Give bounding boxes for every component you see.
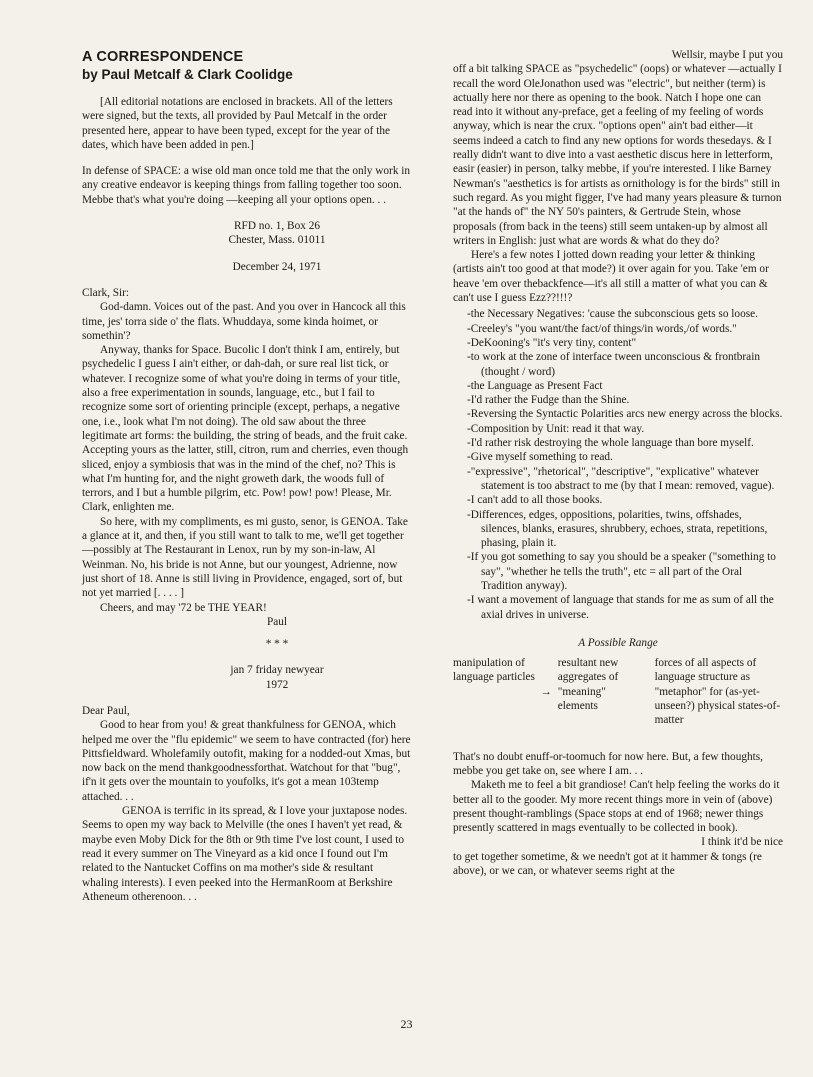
list-item: -I'd rather the Fudge than the Shine. [467, 394, 630, 407]
list-item: -"expressive", "rhetorical", "descriptive", "explicative" whatever statement is too abstract to me (by that I mean: removed, vague). [467, 465, 775, 492]
letter1-paragraph: Anyway, thanks for Space. Bucolic I don't think I am, entirely, but psychedelic I guess I ain't either, or dah-dah, or sure real list tick, or whatever. I recognize some of what you're doing in terms of your title, also a free experimentation in sounds, language, etc., but I fail to recognize some sort of orienting principle (except, perhaps, a negative one, i.e., look what I'm not doing). The old saw about the three legitimate art forms: the building, the string of beads, and the fruit cake. Accepting yours as the latter, still, citron, rum and cherries, even though sliced, enjoy a symbiosis that was in the mind of the chef, no? This is what I'm hunting for, and the night groweth dark, the woods full of terrors, and I but a humble pilgrim, etc. Pow! pow! pow! Please, Mr. Clark, enlighten me. [82, 344, 409, 514]
range-col-2: resultant new aggregates of "meaning" elements [557, 657, 619, 713]
letter2-paragraph-opening: I think it'd be nice [701, 836, 783, 849]
list-item: -Composition by Unit: read it that way. [467, 422, 645, 435]
range-title: A Possible Range [578, 636, 658, 649]
letter2-paragraph-opening: Wellsir, maybe I put you [671, 49, 783, 61]
letter2-date-line2: 1972 [265, 678, 289, 691]
list-item: -to work at the zone of interface tween unconscious & frontbrain (thought / word) [467, 351, 760, 378]
letter2-paragraph: Here's a few notes I jotted down reading your letter & thinking (artists ain't too good at that mode?) it over again for you. Take 'em or heave 'em over thebackfence—it's all still a matter of what you can & can't use I guess Ezz??!!!? [453, 249, 769, 305]
arrow-icon: → [540, 685, 552, 698]
range-diagram [453, 656, 783, 727]
list-item: -the Language as Present Fact [467, 379, 603, 392]
letter1-address-line2: Chester, Mass. 01011 [228, 234, 326, 247]
letter1-closing: Cheers, and may '72 be THE YEAR! [100, 601, 267, 614]
letter1-address-line1: RFD no. 1, Box 26 [234, 220, 320, 233]
list-item: -DeKooning's "it's very tiny, content" [467, 336, 637, 349]
article-byline: by Paul Metcalf & Clark Coolidge [82, 67, 293, 82]
section-separator: * * * [265, 638, 289, 651]
notes-list [467, 307, 783, 622]
page-number: 23 [400, 1017, 413, 1031]
letter2-paragraph: Maketh me to feel a bit grandiose! Can't help feeling the works do it better all to the gooder. My more recent things more in vein of (above) present thought-ramblings (Space stops at end of 1968; newer things presently scattered in mags eventually to be collected in book). [453, 779, 780, 835]
range-col-1-text: manipulation of language particles [453, 657, 535, 684]
letter2-paragraph: off a bit talking SPACE as "psychedelic" (oops) or whatever —actually I recall the word OleJonathon used was "electric", but neither (term) is actually here nor there as opening to the book. Natch I hope one can read into it without any-preface, get a feeling of my feeling of words anyway, which is near the crux. "options open" ain't bad either—it seems indeed a catch to find any new options for words thesedays. & I really didn't want to dive into a vast aesthetic discus here in letterform, easir (easier) in person, talky mebbe, if you're interested. I like Barney Newman's "aesthetics is for artists as ornithology is for the birds" still in such regard. As you might figger, I've had many years pleasure & turnon "at the hands of" the NY 50's painters, & Gertrude Stein, whose proposals (from back in the teens) still seem untaken-up by almost all writers in English: just what are words & what do they do? [453, 63, 782, 247]
range-col-1 [453, 656, 552, 727]
letter2-date-line1: jan 7 friday newyear [230, 664, 324, 677]
article-title: A CORRESPONDENCE [82, 49, 244, 65]
letter2-paragraph: That's no doubt enuff-or-toomuch for now here. But, a few thoughts, mebbe you get take on, see where I am. . . [453, 750, 764, 777]
left-column [82, 48, 412, 904]
range-col-3: forces of all aspects of language structure as "metaphor" for (as-yet-unseen?) physical states-of-matter [654, 657, 781, 727]
list-item: -the Necessary Negatives: 'cause the subconscious gets so loose. [467, 308, 758, 321]
letter2-paragraph: to get together sometime, & we needn't got at it hammer & tongs (re above), or we can, or whatever seems right at the [453, 850, 762, 878]
letter2-paragraph: GENOA is terrific in its spread, & I love your juxtapose nodes. Seems to open my way back to Melville (the ones I haven't yet read, & maybe even Moby Dick for the 8th or 9th time I've lost count, I used to read it every summer on The Vineyard as a kid once I found out I'm related to the Nantucket Coffins on ma mother's side & resultant whaling interests). I even peeked into the HermanRoom at Berkshire Atheneum otherenoon. . . [82, 805, 408, 903]
epigraph: In defense of SPACE: a wise old man once told me that the only work in any creative endeavor is keeping things from falling together too soon. Mebbe that's what you're doing —keeping all your options open. . . [82, 165, 411, 206]
letter2-paragraph: Good to hear from you! & great thankfulness for GENOA, which helped me over the "flu epidemic" we seem to have contracted (for) here Pittsfieldward. Wholefamily outofit, making for a nodded-out Xmas, but now back on the mend thankgoodnessforthat. Watchout for that "bug", if'n it gets over the mountain to youfolks, it's got a mean 103temp attached. . . [82, 719, 411, 803]
letter1-signature: Paul [266, 615, 288, 628]
letter1-salutation: Clark, Sir: [82, 286, 130, 299]
list-item: -If you got something to say you should be a speaker ("something to say", "whether he tells the truth", etc = all part of the Oral Tradition anyway). [467, 551, 776, 592]
list-item: -I can't add to all those books. [467, 494, 603, 507]
letter2-salutation: Dear Paul, [82, 704, 130, 717]
letter1-date: December 24, 1971 [232, 260, 322, 273]
letter1-paragraph: So here, with my compliments, es mi gusto, senor, is GENOA. Take a glance at it, and then, if you still want to talk to me, we'll get together—possibly at The Restaurant in Lenox, run by my son-in-law, Al Weinman. No, his bride is not Anne, but our youngest, Adrienne, now just short of 18. Anne is still living in Providence, engaged, sort of, but not yet married [. . . . ] [82, 515, 408, 600]
list-item: -Creeley's "you want/the fact/of things/in words,/of words." [467, 322, 737, 335]
letter1-paragraph: God-damn. Voices out of the past. And you over in Hancock all this time, jes' torra side o' the flats. Whuddaya, some kinda hoimet, or somethin'? [82, 301, 406, 342]
editorial-note: [All editorial notations are enclosed in brackets. All of the letters were signed, but the texts, all provided by Paul Metcalf in the order presented here, appear to have been typed, except for the year of the dates, which have been added in pen.] [82, 96, 393, 151]
list-item: -Differences, edges, oppositions, polarities, twins, offshades, silences, blanks, erasures, shrubbery, echoes, strata, repetitions, phasing, plain it. [467, 508, 768, 550]
list-item: -Reversing the Syntactic Polarities arcs new energy across the blocks. [467, 408, 783, 421]
right-column [453, 48, 783, 878]
list-item: -I'd rather risk destroying the whole language than bore myself. [467, 437, 754, 450]
list-item: -I want a movement of language that stands for me as sum of all the axial drives in universe. [467, 594, 774, 621]
list-item: -Give myself something to read. [467, 451, 613, 464]
